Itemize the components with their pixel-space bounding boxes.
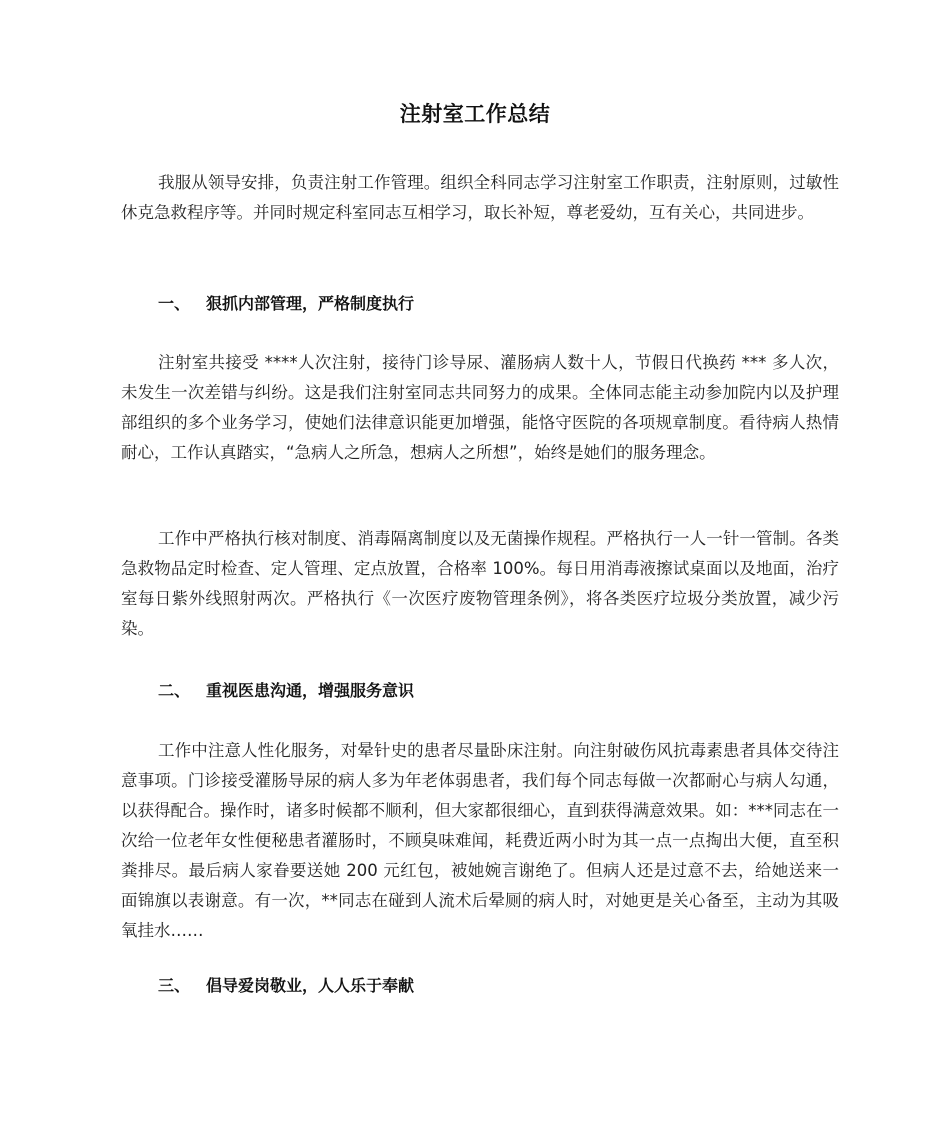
section-heading-text: 狠抓内部管理，严格制度执行 <box>206 294 415 313</box>
intro-paragraph: 我服从领导安排，负责注射工作管理。组织全科同志学习注射室工作职责，注射原则，过敏性休克急救程序等。并同时规定科室同志互相学习，取长补短，尊老爱幼，互有关心，共同进步。 <box>121 173 839 222</box>
document-title: 注射室工作总结 <box>399 102 551 126</box>
section-heading-text: 重视医患沟通，增强服务意识 <box>206 681 415 700</box>
section-heading-1 <box>158 291 414 314</box>
section-heading-text: 倡导爱岗敬业，人人乐于奉献 <box>206 976 415 995</box>
section-number: 一、 <box>158 294 191 313</box>
body-paragraph: 工作中严格执行核对制度、消毒隔离制度以及无菌操作规程。严格执行一人一针一管制。各类急救物品定时检查、定人管理、定点放置，合格率 100%。每日用消毒液擦试桌面以及地面，治疗室每日紫外线照射两次。严格执行《一次医疗废物管理条例》，将各类医疗垃圾分类放置，减少污染。 <box>121 529 839 638</box>
body-paragraph: 工作中注意人性化服务，对晕针史的患者尽量卧床注射。向注射破伤风抗毒素患者具体交待注意事项。门诊接受灌肠导尿的病人多为年老体弱患者，我们每个同志每做一次都耐心与病人勾通，以获得配合。操作时，诸多时候都不顺利，但大家都很细心，直到获得满意效果。如：***同志在一次给一位老年女性便秘患者灌肠时，不顾臭味难闻，耗费近两小时为其一点一点掏出大便，直至积粪排尽。最后病人家眷要送她 200 元红包，被她婉言谢绝了。但病人还是过意不去，给她送来一面锦旗以表谢意。有一次，**同志在碰到人流术后晕厕的病人时，对她更是关心备至，主动为其吸氧挂水…… <box>121 741 839 940</box>
section-heading-3 <box>158 973 414 996</box>
section-number: 二、 <box>158 681 191 700</box>
body-paragraph: 注射室共接受 ****人次注射，接待门诊导尿、灌肠病人数十人，节假日代换药 *** 多人次，未发生一次差错与纠纷。这是我们注射室同志共同努力的成果。全体同志能主动参加院内以及护理部组织的多个业务学习，使她们法律意识能更加增强，能恪守医院的各项规章制度。看待病人热情耐心，工作认真踏实，“急病人之所急，想病人之所想”，始终是她们的服务理念。 <box>121 353 839 462</box>
section-number: 三、 <box>158 976 191 995</box>
section-heading-2 <box>158 678 414 701</box>
